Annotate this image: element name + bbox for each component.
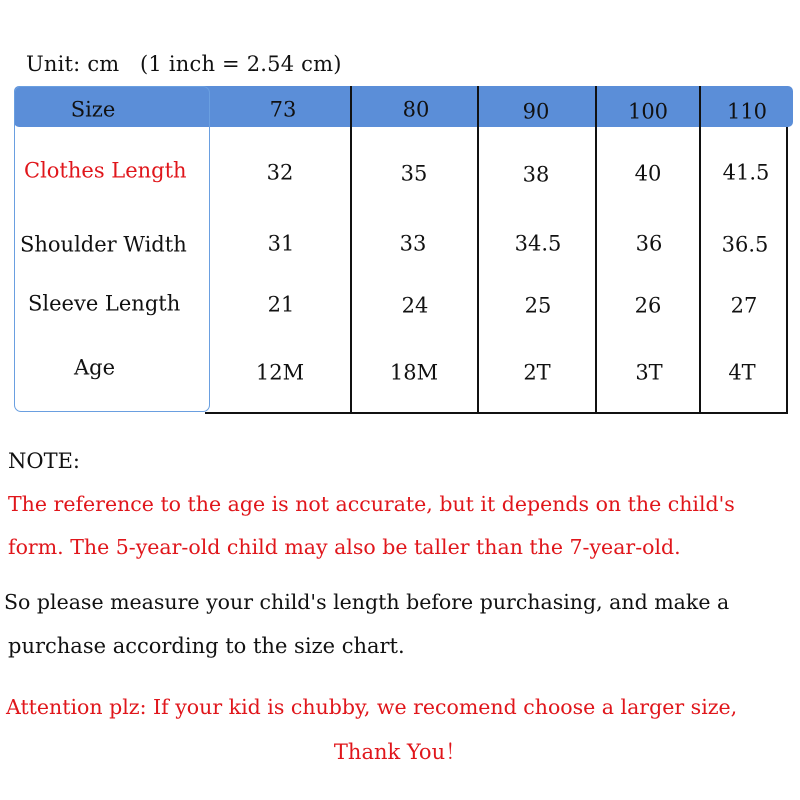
table-cell: 24 xyxy=(401,293,429,318)
note-red-line-1: The reference to the age is not accurate, but it depends on the child's xyxy=(8,492,735,516)
table-cell: 33 xyxy=(399,231,427,256)
table-cell: 38 xyxy=(522,162,550,187)
table-cell: 31 xyxy=(267,231,295,256)
size-header-cell: 90 xyxy=(522,99,550,124)
column-divider xyxy=(477,86,479,414)
note-line-3: So please measure your child's length before purchasing, and make a xyxy=(4,590,730,614)
column-divider xyxy=(350,86,352,414)
size-header-cell: 73 xyxy=(269,97,297,122)
table-cell: 40 xyxy=(634,161,662,186)
table-cell: 3T xyxy=(635,360,663,385)
table-cell: 41.5 xyxy=(722,160,770,185)
row-label-shoulder-width: Shoulder Width xyxy=(20,232,187,257)
size-header-cell: 110 xyxy=(726,99,768,124)
note-line-4: purchase according to the size chart. xyxy=(8,634,405,658)
table-cell: 18M xyxy=(389,360,439,385)
table-cell: 36 xyxy=(635,231,663,256)
thank-you-note: Thank You！ xyxy=(333,740,467,764)
attention-note: Attention plz: If your kid is chubby, we recomend choose a larger size, xyxy=(6,695,738,719)
row-label-age: Age xyxy=(74,355,116,380)
column-divider xyxy=(595,86,597,414)
unit-note: Unit: cm (1 inch = 2.54 cm) xyxy=(26,52,342,76)
note-red-line-2: form. The 5-year-old child may also be taller than the 7-year-old. xyxy=(8,535,681,559)
table-cell: 27 xyxy=(730,293,758,318)
table-cell: 12M xyxy=(255,360,305,385)
row-label-clothes-length: Clothes Length xyxy=(24,158,187,183)
table-cell: 2T xyxy=(523,360,551,385)
table-bottom-border xyxy=(205,412,788,414)
column-divider xyxy=(699,86,701,414)
size-header-cell: 80 xyxy=(402,97,430,122)
header-size-label: Size xyxy=(70,97,116,122)
row-label-sleeve-length: Sleeve Length xyxy=(28,291,181,316)
note-heading: NOTE: xyxy=(8,449,81,473)
table-cell: 34.5 xyxy=(514,231,562,256)
table-cell: 35 xyxy=(400,161,428,186)
size-header-cell: 100 xyxy=(627,99,669,124)
table-cell: 36.5 xyxy=(721,232,769,257)
table-cell: 4T xyxy=(728,360,756,385)
table-cell: 32 xyxy=(266,160,294,185)
table-cell: 25 xyxy=(524,293,552,318)
column-divider xyxy=(786,127,788,414)
table-cell: 21 xyxy=(267,292,295,317)
table-cell: 26 xyxy=(634,293,662,318)
